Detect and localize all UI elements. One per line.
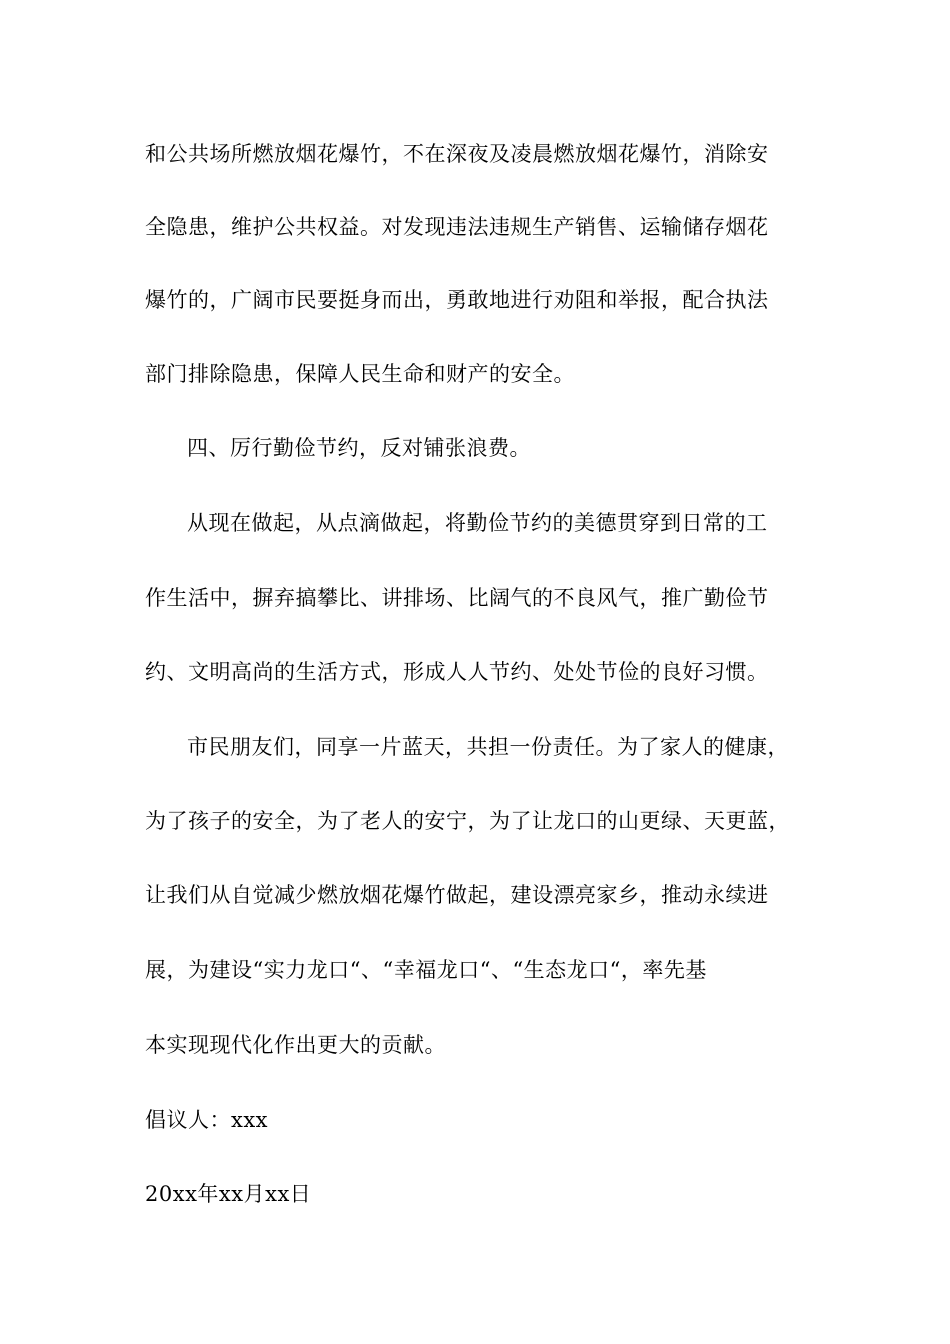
- date-line: 20xx年xx月xx日: [145, 1182, 312, 1206]
- body-text-line: 爆竹的，广阔市民要挺身而出，勇敢地进行劝阻和举报，配合执法: [145, 288, 769, 312]
- body-text-line: 作生活中，摒弃搞攀比、讲排场、比阔气的不良风气，推广勤俭节: [145, 586, 769, 610]
- body-text-line: 市民朋友们，同享一片蓝天，共担一份责任。为了家人的健康，: [187, 735, 789, 759]
- section-heading: 四、厉行勤俭节约，反对铺张浪费。: [187, 436, 531, 460]
- signature-line: 倡议人：xxx: [145, 1108, 269, 1132]
- body-text-line: 展，为建设“实力龙口“、“幸福龙口“、“生态龙口“，率先基: [145, 958, 707, 982]
- body-text-line: 部门排除隐患，保障人民生命和财产的安全。: [145, 362, 575, 386]
- body-text-line: 全隐患，维护公共权益。对发现违法违规生产销售、运输储存烟花: [145, 215, 769, 239]
- body-text-line: 为了孩子的安全，为了老人的安宁，为了让龙口的山更绿、天更蓝，: [145, 809, 790, 833]
- body-text-line: 约、文明高尚的生活方式，形成人人节约、处处节俭的良好习惯。: [145, 660, 769, 684]
- body-text-line: 从现在做起，从点滴做起，将勤俭节约的美德贯穿到日常的工: [187, 511, 768, 535]
- body-text-line: 和公共场所燃放烟花爆竹，不在深夜及凌晨燃放烟花爆竹，消除安: [145, 142, 769, 166]
- body-text-line: 本实现现代化作出更大的贡献。: [145, 1033, 446, 1057]
- body-text-line: 让我们从自觉减少燃放烟花爆竹做起，建设漂亮家乡，推动永续进: [145, 883, 769, 907]
